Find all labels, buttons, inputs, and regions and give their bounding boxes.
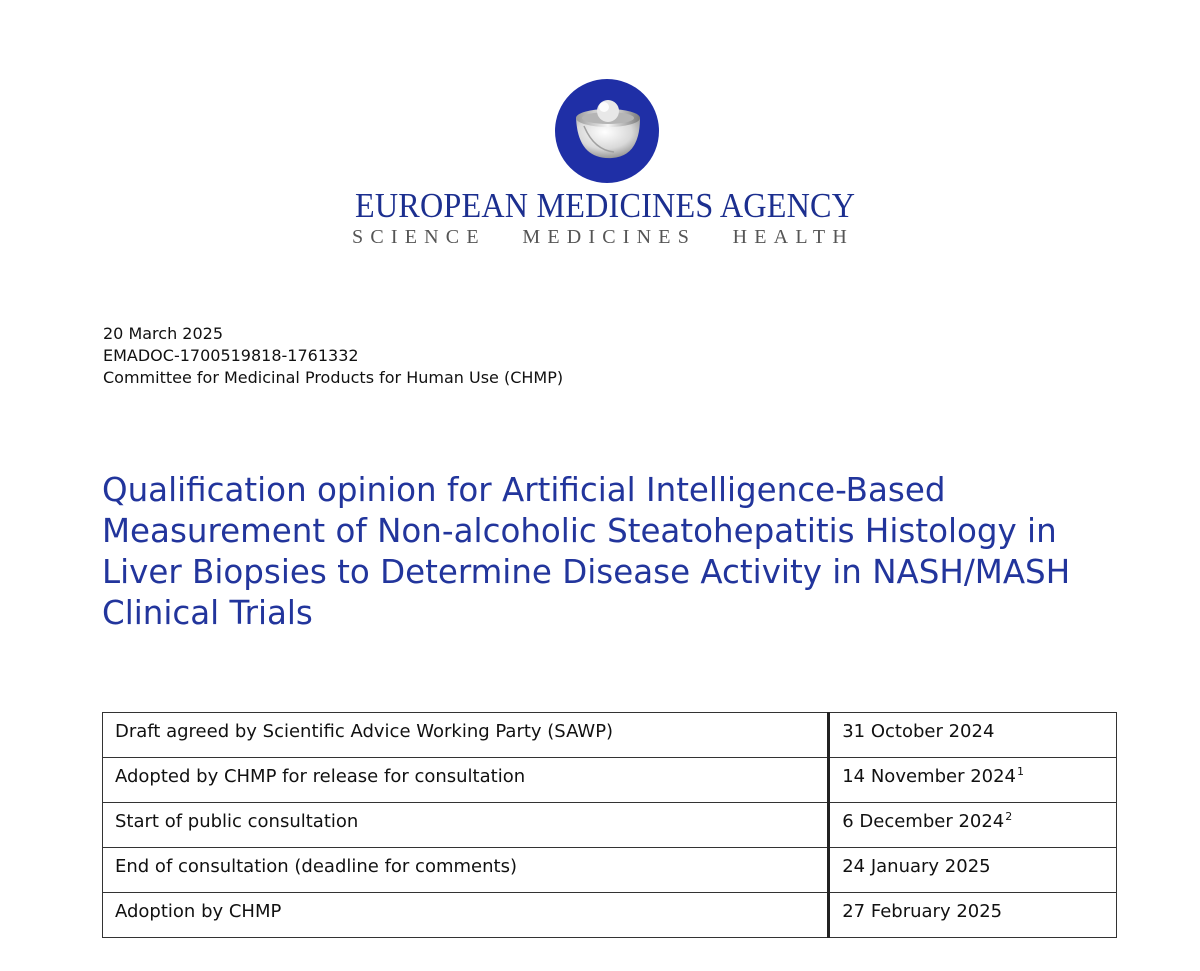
timeline-step: Adoption by CHMP [103,893,829,938]
table-row [103,848,1117,893]
timeline-date: 27 February 2025 [829,893,1117,938]
ema-logo-icon [554,78,660,184]
footnote-marker[interactable]: 1 [1017,765,1025,778]
timeline-date: 6 December 2024$^2$ [829,803,1117,848]
timeline-date: 24 January 2025 [829,848,1117,893]
table-row [103,758,1117,803]
timeline-step: End of consultation (deadline for comments) [103,848,829,893]
table-row [103,803,1117,848]
footnote-marker[interactable]: 2 [1005,810,1013,823]
document-id: EMADOC-1700519818-1761332 [103,346,359,365]
document-date: 20 March 2025 [103,324,224,343]
timeline-step: Draft agreed by Scientific Advice Working Party (SAWP) [103,713,829,758]
agency-name: EUROPEAN MEDICINES AGENCY [355,186,856,225]
table-row [103,893,1117,938]
timeline-step: Adopted by CHMP for release for consultation [103,758,829,803]
agency-tagline: SCIENCE MEDICINES HEALTH [352,226,854,248]
document-meta [103,323,563,389]
timeline-step: Start of public consultation [103,803,829,848]
timeline-date: 14 November 2024$^1$ [829,758,1117,803]
table-row [103,713,1117,758]
timeline-table [102,712,1117,938]
committee-name: Committee for Medicinal Products for Human Use (CHMP) [103,368,564,387]
timeline-date: 31 October 2024 [829,713,1117,758]
document-title: Qualification opinion for Artificial Intelligence-Based Measurement of Non-alcoholic Steatohepatitis Histology in Liver Biopsies to Determine Disease Activity in NASH/MASH Clinical Trials [102,471,1071,632]
